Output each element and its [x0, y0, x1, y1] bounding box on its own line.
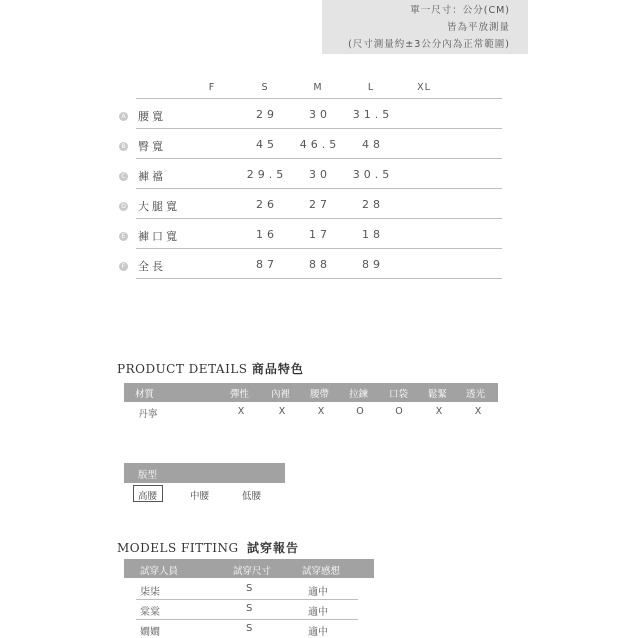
- model-size: S: [246, 583, 253, 594]
- model-feedback: 適中: [308, 587, 328, 598]
- details-col-header: 彈性: [230, 389, 250, 400]
- models-fitting-title-cn: 試穿報告: [246, 541, 299, 555]
- model-size: S: [246, 623, 253, 634]
- details-value: 丹寧: [138, 409, 158, 420]
- table-divider: [136, 128, 502, 129]
- size-value: 28: [362, 198, 384, 211]
- size-value: 18: [362, 228, 384, 241]
- product-details-title-en: PRODUCT DETAILS: [117, 362, 248, 376]
- table-divider: [136, 599, 358, 600]
- models-fitting-title: [117, 539, 299, 556]
- size-col-header: M: [313, 82, 323, 93]
- table-divider: [136, 158, 502, 159]
- details-col-header: 內裡: [271, 389, 291, 400]
- size-value: 46.5: [299, 138, 341, 151]
- fit-header-label: 版型: [138, 470, 158, 481]
- size-col-header: XL: [417, 82, 431, 93]
- size-value: 45: [256, 138, 278, 151]
- table-divider: [136, 248, 502, 249]
- measure-label: 褲口寬: [138, 230, 180, 243]
- details-value: X: [237, 406, 245, 417]
- model-name: 棠棠: [140, 607, 160, 618]
- details-value: X: [474, 406, 482, 417]
- size-note-unit: 單一尺寸：公分(CM): [410, 5, 510, 16]
- model-name: 柒柒: [140, 587, 160, 598]
- size-value: 31.5: [352, 108, 394, 121]
- size-value: 30: [309, 168, 331, 181]
- measure-badge: D: [119, 202, 128, 211]
- models-col-header: 試穿人員: [140, 566, 179, 577]
- size-value: 16: [256, 228, 278, 241]
- details-col-header: 拉鍊: [349, 389, 369, 400]
- size-value: 30.5: [352, 168, 394, 181]
- size-value: 27: [309, 198, 331, 211]
- table-divider: [136, 619, 358, 620]
- details-value: O: [395, 406, 403, 417]
- size-note-tolerance: (尺寸測量約±3公分內為正常範圍): [348, 39, 510, 50]
- size-col-header: F: [208, 82, 216, 93]
- size-value: 48: [362, 138, 384, 151]
- size-value: 29: [256, 108, 278, 121]
- measure-badge: F: [119, 262, 128, 271]
- measure-badge: C: [119, 172, 128, 181]
- fit-option-mid: 中腰: [190, 491, 210, 502]
- measure-badge: E: [119, 232, 128, 241]
- size-note-method: 皆為平放測量: [446, 22, 510, 33]
- model-feedback: 適中: [308, 627, 328, 638]
- table-divider: [136, 188, 502, 189]
- table-divider: [136, 218, 502, 219]
- details-col-header: 透光: [466, 389, 486, 400]
- product-details-title-cn: 商品特色: [251, 362, 304, 376]
- details-col-header: 腰帶: [310, 389, 330, 400]
- size-value: 30: [309, 108, 331, 121]
- size-note-box: [322, 0, 528, 54]
- details-value: X: [278, 406, 286, 417]
- fit-option-high: 高腰: [138, 491, 158, 502]
- fit-header: [124, 463, 285, 483]
- size-value: 17: [309, 228, 331, 241]
- details-value: X: [435, 406, 443, 417]
- details-value: O: [356, 406, 364, 417]
- fit-option-low: 低腰: [242, 491, 262, 502]
- details-col-header: 材質: [135, 389, 155, 400]
- size-col-header: S: [261, 82, 269, 93]
- size-value: 87: [256, 258, 278, 271]
- table-divider: [136, 98, 502, 99]
- size-value: 88: [309, 258, 331, 271]
- size-col-header: L: [367, 82, 375, 93]
- measure-label: 全長: [138, 260, 166, 273]
- table-divider: [136, 278, 502, 279]
- models-col-header: 試穿尺寸: [233, 566, 272, 577]
- measure-badge: A: [119, 112, 128, 121]
- model-feedback: 適中: [308, 607, 328, 618]
- size-value: 89: [362, 258, 384, 271]
- details-col-header: 口袋: [389, 389, 409, 400]
- model-size: S: [246, 603, 253, 614]
- size-value: 26: [256, 198, 278, 211]
- model-name: 嫺嫺: [140, 627, 160, 638]
- measure-label: 褲襠: [138, 170, 166, 183]
- size-value: 29.5: [246, 168, 288, 181]
- measure-label: 臀寬: [138, 140, 166, 153]
- measure-label: 大腿寬: [138, 200, 180, 213]
- measure-label: 腰寬: [138, 110, 166, 123]
- details-value: X: [317, 406, 325, 417]
- details-col-header: 鬆緊: [428, 389, 448, 400]
- product-details-title: [117, 360, 304, 377]
- models-fitting-title-en: MODELS FITTING: [117, 541, 239, 555]
- models-col-header: 試穿感想: [302, 566, 341, 577]
- measure-badge: B: [119, 142, 128, 151]
